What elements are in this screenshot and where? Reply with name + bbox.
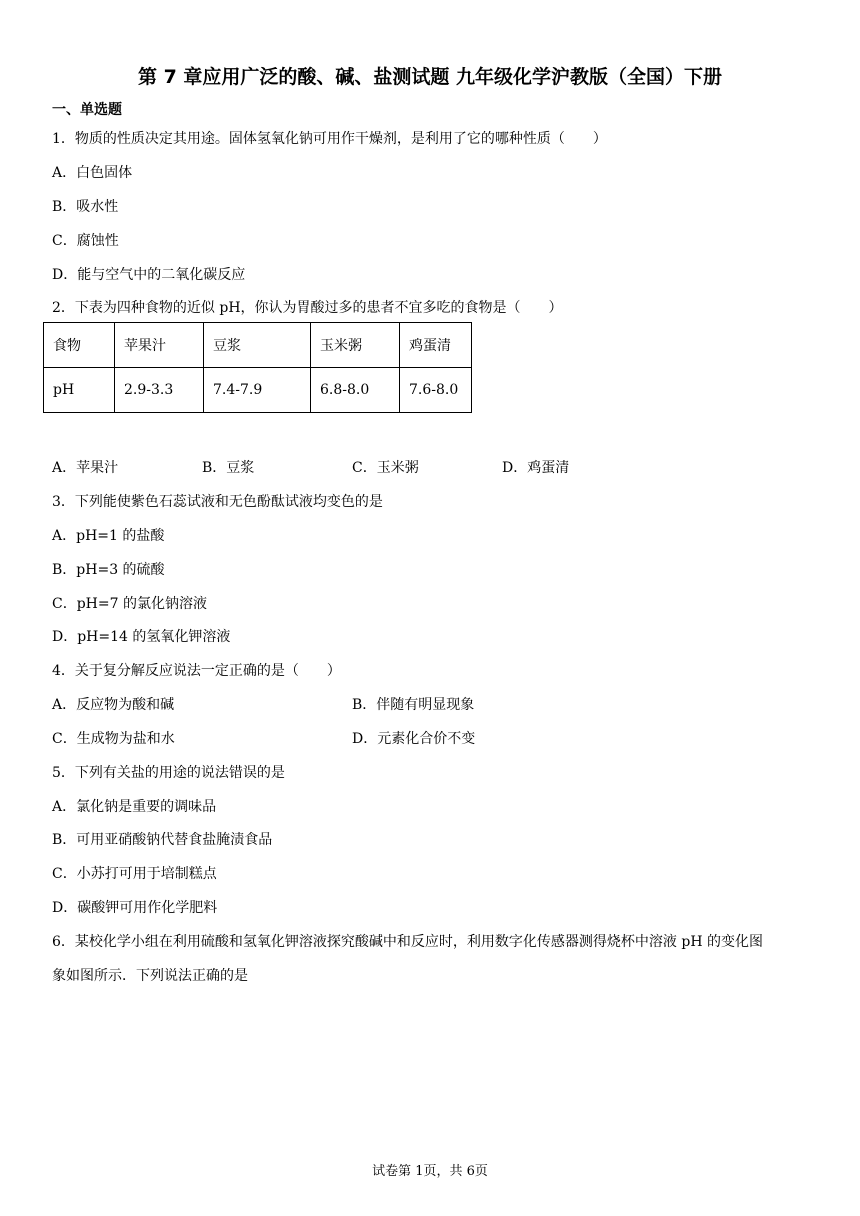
table-cell: 7.6-8.0 — [400, 368, 472, 413]
table-cell: pH — [44, 368, 115, 413]
question-4-option-a: A．反应物为酸和碱 — [52, 697, 175, 713]
question-3-option-a: A．pH=1 的盐酸 — [52, 528, 165, 544]
table-cell: 豆浆 — [204, 323, 311, 368]
question-4-option-d: D．元素化合价不变 — [352, 731, 476, 747]
question-1-stem: 1．物质的性质决定其用途。固体氢氧化钠可用作干燥剂，是利用了它的哪种性质（ ） — [52, 131, 607, 147]
table-cell: 玉米粥 — [311, 323, 400, 368]
table-cell: 食物 — [44, 323, 115, 368]
question-2-option-b: B．豆浆 — [202, 460, 255, 476]
question-4-option-c: C．生成物为盐和水 — [52, 731, 175, 747]
question-2-stem: 2．下表为四种食物的近似 pH，你认为胃酸过多的患者不宜多吃的食物是（ ） — [52, 300, 563, 316]
question-1-option-a: A．白色固体 — [52, 165, 133, 181]
section-heading: 一、单选题 — [52, 102, 122, 118]
question-5-option-d: D．碳酸钾可用作化学肥料 — [52, 900, 218, 916]
table-cell: 鸡蛋清 — [400, 323, 472, 368]
table-cell: 6.8-8.0 — [311, 368, 400, 413]
question-1-option-c: C．腐蚀性 — [52, 233, 119, 249]
question-2-option-c: C．玉米粥 — [352, 460, 419, 476]
table-cell: 苹果汁 — [115, 323, 204, 368]
question-5-option-c: C．小苏打可用于培制糕点 — [52, 866, 217, 882]
question-2-option-a: A．苹果汁 — [52, 460, 119, 476]
question-6-stem-line-2: 象如图所示．下列说法正确的是 — [52, 968, 248, 984]
question-5-option-b: B．可用亚硝酸钠代替食盐腌渍食品 — [52, 832, 273, 848]
question-4-stem: 4．关于复分解反应说法一定正确的是（ ） — [52, 663, 341, 679]
page-footer: 试卷第 1页，共 6页 — [372, 1164, 488, 1179]
question-3-option-c: C．pH=7 的氯化钠溶液 — [52, 596, 207, 612]
food-ph-table — [43, 322, 472, 413]
question-1-option-d: D．能与空气中的二氧化碳反应 — [52, 267, 246, 283]
question-3-stem: 3．下列能使紫色石蕊试液和无色酚酞试液均变色的是 — [52, 494, 383, 510]
question-5-option-a: A．氯化钠是重要的调味品 — [52, 799, 217, 815]
question-6-stem-line-1: 6．某校化学小组在利用硫酸和氢氧化钾溶液探究酸碱中和反应时，利用数字化传感器测得烧杯中溶液 pH 的变化图 — [52, 934, 763, 950]
question-5-stem: 5．下列有关盐的用途的说法错误的是 — [52, 765, 285, 781]
question-4-option-b: B．伴随有明显现象 — [352, 697, 475, 713]
question-1-option-b: B．吸水性 — [52, 199, 119, 215]
table-row — [44, 368, 472, 413]
table-cell: 7.4-7.9 — [204, 368, 311, 413]
page-title: 第 7 章应用广泛的酸、碱、盐测试题 九年级化学沪教版（全国）下册 — [137, 66, 723, 88]
question-2-option-d: D．鸡蛋清 — [502, 460, 570, 476]
question-3-option-b: B．pH=3 的硫酸 — [52, 562, 165, 578]
question-3-option-d: D．pH=14 的氢氧化钾溶液 — [52, 629, 231, 645]
table-row — [44, 323, 472, 368]
table-cell: 2.9-3.3 — [115, 368, 204, 413]
